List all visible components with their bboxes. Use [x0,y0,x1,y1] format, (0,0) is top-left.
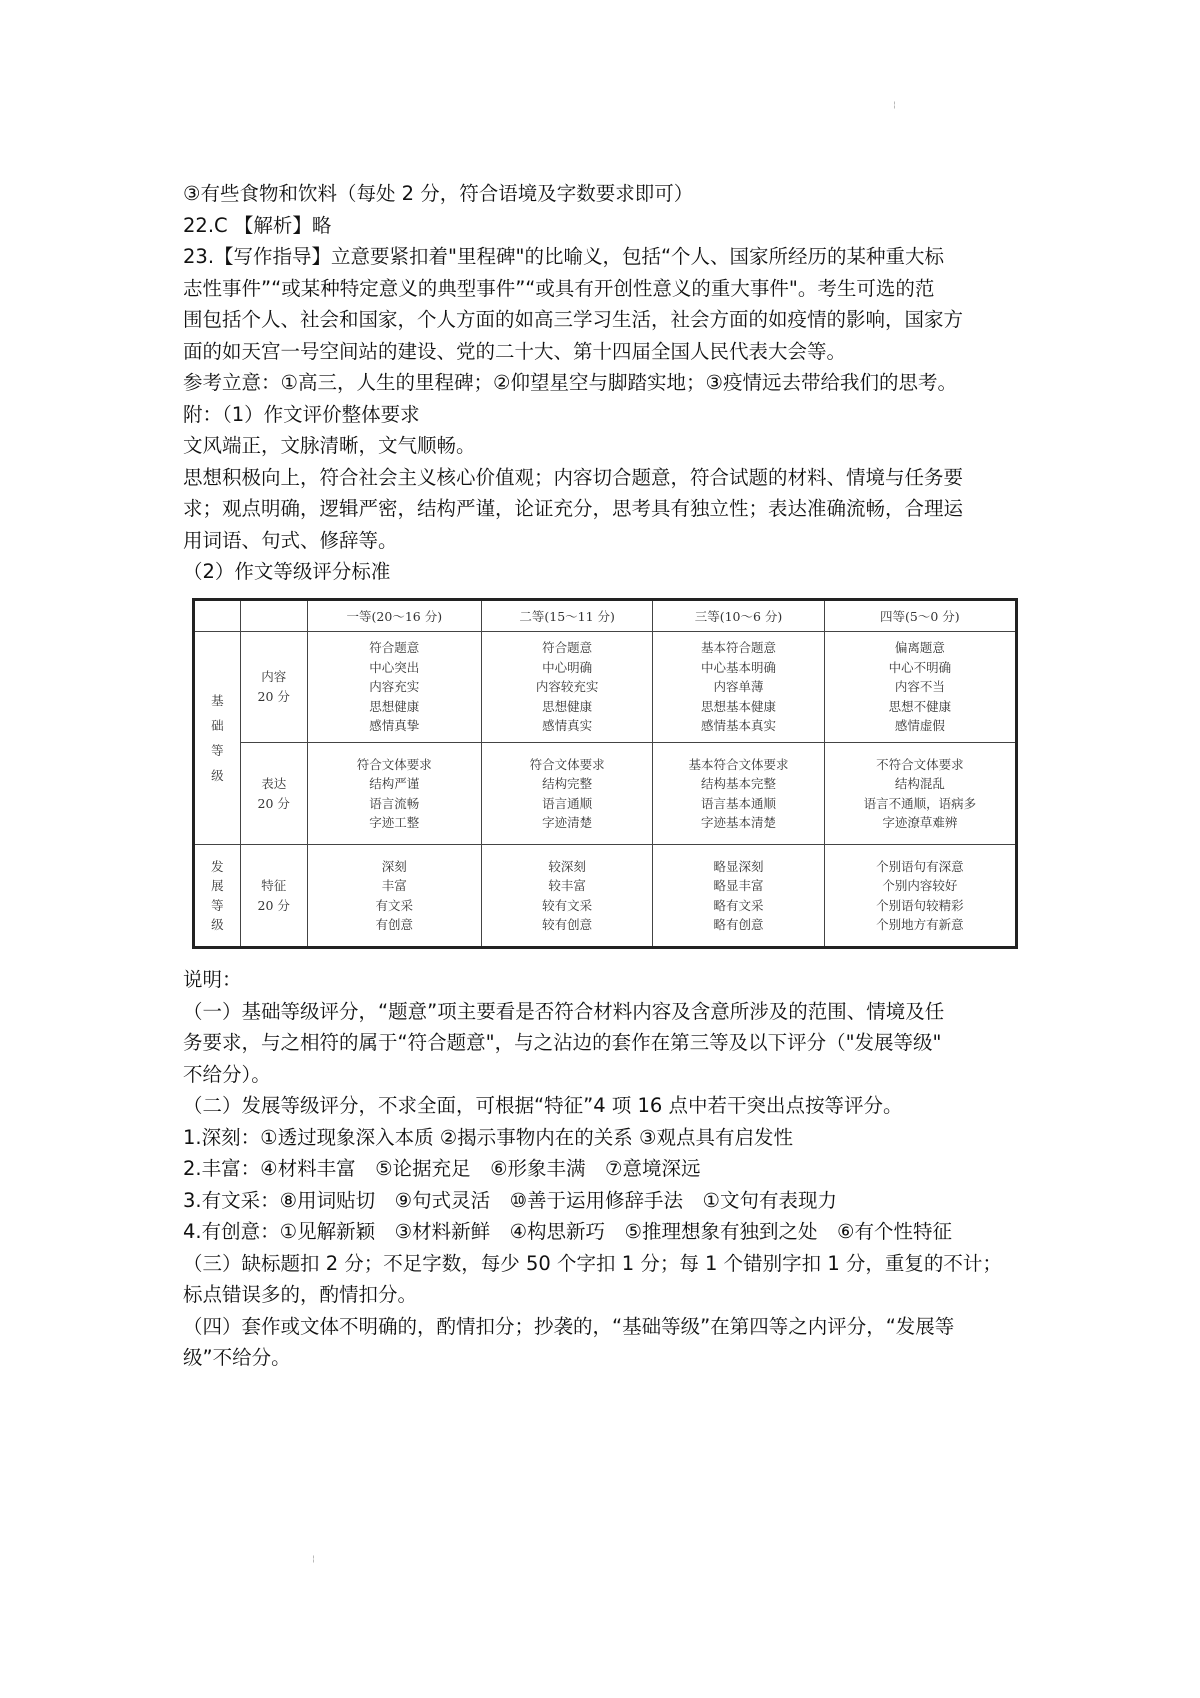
subcategory-cell: 内容 20 分 [240,632,307,743]
criteria-cell: 符合文体要求 结构完整 语言通顺 字迹清楚 [481,742,652,845]
subcategory-cell: 特征 20 分 [240,845,307,948]
criteria-cell: 符合题意 中心明确 内容较充实 思想健康 感情真实 [481,632,652,743]
paragraph: （2）作文等级评分标准 [183,560,391,583]
paragraph: 2.丰富：④材料丰富 ⑤论据充足 ⑥形象丰满 ⑦意境深远 [183,1157,701,1180]
table-row [194,845,1017,948]
criteria-cell: 基本符合题意 中心基本明确 内容单薄 思想基本健康 感情基本真实 [653,632,824,743]
paragraph: 不给分）。 [183,1062,271,1086]
criteria-cell: 较深刻 较丰富 较有文采 较有创意 [481,845,652,948]
header-empty-cell [194,600,241,632]
table-row [194,632,1017,743]
paragraph: 思想积极向上，符合社会主义核心价值观；内容切合题意，符合试题的材料、情境与任务要 [183,465,964,489]
paragraph: 附：（1）作文评价整体要求 [183,402,420,426]
page-mark-bottom: ¦ [312,1554,315,1563]
paragraph: 志性事件”“或某种特定意义的典型事件”“或具有开创性意义的重大事件"。考生可选的范 [183,276,935,300]
paragraph: 用词语、句式、修辞等。 [183,528,398,552]
paragraph: 22.C 【解析】略 [183,213,332,237]
paragraph: 面的如天宫一号空间站的建设、党的二十大、第十四届全国人民代表大会等。 [183,339,847,363]
paragraph: 参考立意：①高三，人生的里程碑；②仰望星空与脚踏实地；③疫情远去带给我们的思考。 [183,371,957,394]
paragraph: （一）基础等级评分，“题意”项主要看是否符合材料内容及含意所涉及的范围、情境及任 [183,999,945,1023]
paragraph: ③有些食物和饮料（每处 2 分，符合语境及字数要求即可） [183,182,694,205]
paragraph: 1.深刻：①透过现象深入本质 ②揭示事物内在的关系 ③观点具有启发性 [183,1125,793,1149]
criteria-cell: 略显深刻 略显丰富 略有文采 略有创意 [653,845,824,948]
header-cell: 一等(20～16 分) [307,600,481,632]
criteria-cell: 基本符合文体要求 结构基本完整 语言基本通顺 字迹基本清楚 [653,742,824,845]
paragraph: 级”不给分。 [183,1346,291,1369]
paragraph: 围包括个人、社会和国家，个人方面的如高三学习生活，社会方面的如疫情的影响，国家方 [183,308,964,331]
paragraph: 说明： [183,968,242,991]
paragraph: 23.【写作指导】立意要紧扣着"里程碑"的比喻义，包括“个人、国家所经历的某种重大标 [183,245,945,268]
group-label-cell: 基 础 等 级 [194,632,241,845]
page-mark-top: ¦ [893,100,896,109]
paragraph: 4.有创意：①见解新颖 ③材料新鲜 ④构思新巧 ⑤推理想象有独到之处 ⑥有个性特征 [183,1220,953,1243]
paragraph: （三）缺标题扣 2 分；不足字数，每少 50 个字扣 1 分；每 1 个错别字扣 1 分，重复的不计； [183,1251,1002,1275]
subcategory-cell: 表达 20 分 [240,742,307,845]
answer-section [183,178,1028,588]
criteria-cell: 偏离题意 中心不明确 内容不当 思想不健康 感情虚假 [824,632,1016,743]
paragraph: 文风端正，文脉清晰，文气顺畅。 [183,434,476,457]
header-cell: 四等(5～0 分) [824,600,1016,632]
criteria-cell: 深刻 丰富 有文采 有创意 [307,845,481,948]
table-row [194,742,1017,845]
paragraph: 3.有文采：⑧用词贴切 ⑨句式灵活 ⑩善于运用修辞手法 ①文句有表现力 [183,1188,838,1212]
criteria-cell: 个别语句有深意 个别内容较好 个别语句较精彩 个别地方有新意 [824,845,1016,948]
paragraph: （二）发展等级评分，不求全面，可根据“特征”4 项 16 点中若干突出点按等评分。 [183,1094,903,1117]
criteria-cell: 不符合文体要求 结构混乱 语言不通顺，语病多 字迹潦草难辨 [824,742,1016,845]
explanation-section [183,964,1028,1374]
header-cell: 三等(10～6 分) [653,600,824,632]
paragraph: 求；观点明确，逻辑严密，结构严谨，论证充分，思考具有独立性；表达准确流畅，合理运 [183,497,964,520]
grading-table [192,598,1018,949]
header-empty-cell [240,600,307,632]
group-label-cell: 发 展 等 级 [194,845,241,948]
paragraph: （四）套作或文体不明确的，酌情扣分；抄袭的，“基础等级”在第四等之内评分，“发展等 [183,1314,955,1338]
paragraph: 务要求，与之相符的属于“符合题意"，与之沾边的套作在第三等及以下评分（"发展等级" [183,1031,942,1054]
table-header-row [194,600,1017,632]
header-cell: 二等(15～11 分) [481,600,652,632]
criteria-cell: 符合题意 中心突出 内容充实 思想健康 感情真挚 [307,632,481,743]
criteria-cell: 符合文体要求 结构严谨 语言流畅 字迹工整 [307,742,481,845]
paragraph: 标点错误多的，酌情扣分。 [183,1283,418,1306]
